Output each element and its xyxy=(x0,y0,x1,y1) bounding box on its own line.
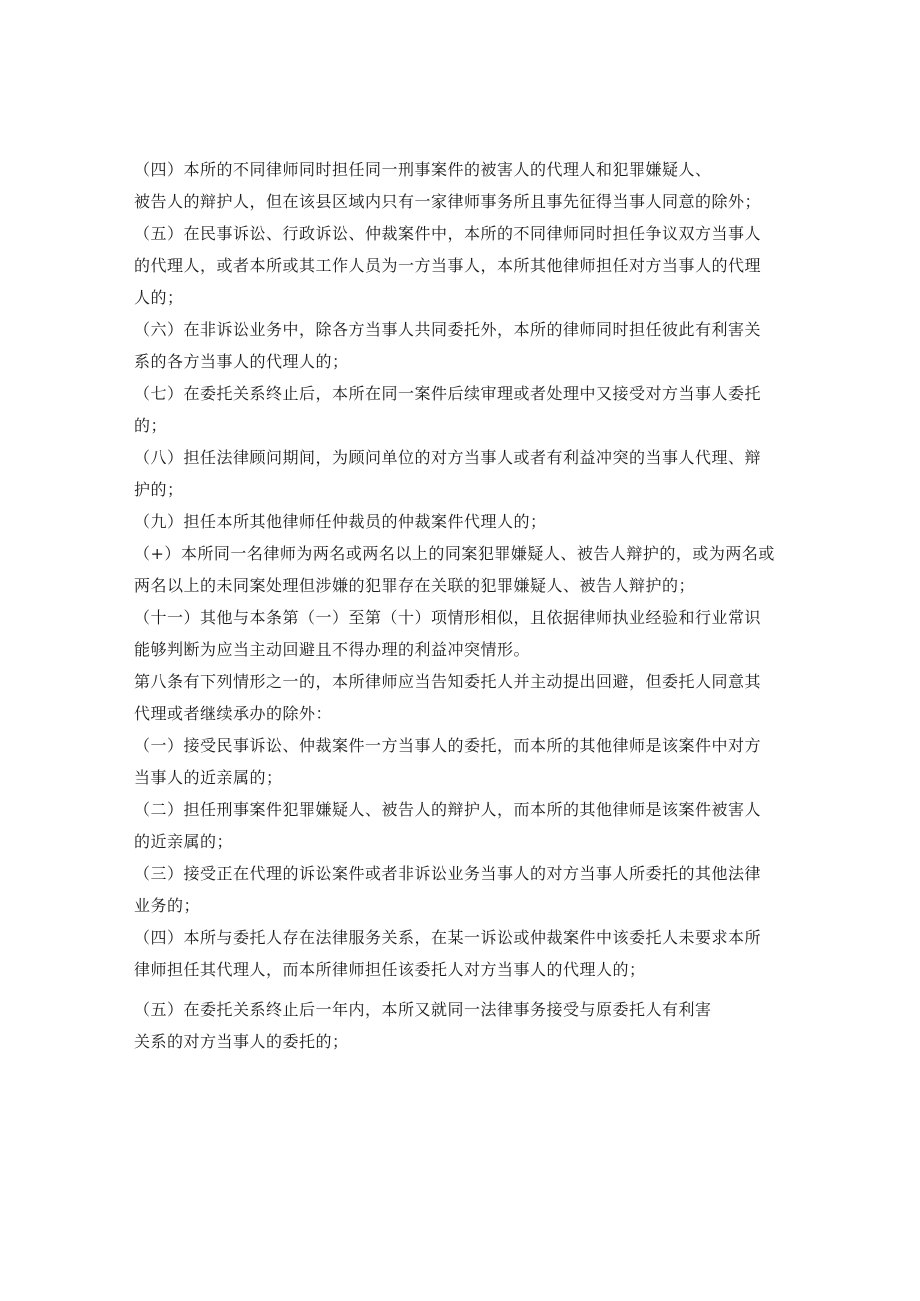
clause-9-conflict xyxy=(134,506,794,538)
text-line: （五）在委托关系终止后一年内，本所又就同一法律事务接受与原委托人有利害 xyxy=(134,1000,712,1019)
text-line: （五）在民事诉讼、行政诉讼、仲裁案件中，本所的不同律师同时担任争议双方当事人 xyxy=(134,224,762,243)
text-line: 业务的； xyxy=(134,896,201,915)
text-line: 代理或者继续承办的除外： xyxy=(134,704,333,723)
clause-11-conflict xyxy=(134,602,794,666)
text-line: 能够判断为应当主动回避且不得办理的利益冲突情形。 xyxy=(134,640,531,659)
text-line: （九）担任本所其他律师任仲裁员的仲裁案件代理人的； xyxy=(134,512,547,531)
clause-8-conflict xyxy=(134,442,794,506)
article-8-heading xyxy=(134,666,794,730)
text-line: 的； xyxy=(134,416,168,435)
text-line: 的近亲属的； xyxy=(134,832,234,851)
text-line: 当事人的近亲属的； xyxy=(134,768,283,787)
document-body xyxy=(134,154,794,1058)
clause-5-conflict xyxy=(134,218,794,314)
text-line: （七）在委托关系终止后，本所在同一案件后续审理或者处理中又接受对方当事人委托 xyxy=(134,384,762,403)
article-8-clause-4 xyxy=(134,922,794,986)
text-line: （八）担任法律顾问期间，为顾问单位的对方当事人或者有利益冲突的当事人代理、辩 xyxy=(134,448,762,467)
article-8-clause-1 xyxy=(134,730,794,794)
clause-10-conflict xyxy=(134,538,794,602)
text-line: （四）本所与委托人存在法律服务关系，在某一诉讼或仲裁案件中该委托人未要求本所 xyxy=(134,928,762,947)
article-8-clause-5 xyxy=(134,994,794,1058)
clause-4-conflict xyxy=(134,154,794,218)
text-line: 关系的对方当事人的委托的； xyxy=(134,1032,349,1051)
text-line: 的代理人，或者本所或其工作人员为一方当事人，本所其他律师担任对方当事人的代理 xyxy=(134,256,762,275)
text-line: （三）接受正在代理的诉讼案件或者非诉讼业务当事人的对方当事人所委托的其他法律 xyxy=(134,864,762,883)
text-line: 系的各方当事人的代理人的； xyxy=(134,352,349,371)
text-line: （+）本所同一名律师为两名或两名以上的同案犯罪嫌疑人、被告人辩护的，或为两名或 xyxy=(134,544,775,563)
clause-7-conflict xyxy=(134,378,794,442)
clause-6-conflict xyxy=(134,314,794,378)
text-line: 被告人的辩护人，但在该县区域内只有一家律师事务所且事先征得当事人同意的除外； xyxy=(134,192,762,211)
text-line: 两名以上的未同案处理但涉嫌的犯罪存在关联的犯罪嫌疑人、被告人辩护的； xyxy=(134,576,696,595)
article-8-clause-2 xyxy=(134,794,794,858)
text-line: （十一）其他与本条第（一）至第（十）项情形相似，且依据律师执业经验和行业常识 xyxy=(134,608,762,627)
text-line: 护的； xyxy=(134,480,184,499)
text-line: （六）在非诉讼业务中，除各方当事人共同委托外，本所的律师同时担任彼此有利害关 xyxy=(134,320,762,339)
text-line: （一）接受民事诉讼、仲裁案件一方当事人的委托，而本所的其他律师是该案件中对方 xyxy=(134,736,762,755)
text-line: （四）本所的不同律师同时担任同一刑事案件的被害人的代理人和犯罪嫌疑人、 xyxy=(134,160,712,179)
text-line: 人的； xyxy=(134,288,184,307)
text-line: 律师担任其代理人，而本所律师担任该委托人对方当事人的代理人的； xyxy=(134,960,646,979)
text-line: （二）担任刑事案件犯罪嫌疑人、被告人的辩护人，而本所的其他律师是该案件被害人 xyxy=(134,800,762,819)
text-line: 第八条有下列情形之一的，本所律师应当告知委托人并主动提出回避，但委托人同意其 xyxy=(134,672,762,691)
article-8-clause-3 xyxy=(134,858,794,922)
